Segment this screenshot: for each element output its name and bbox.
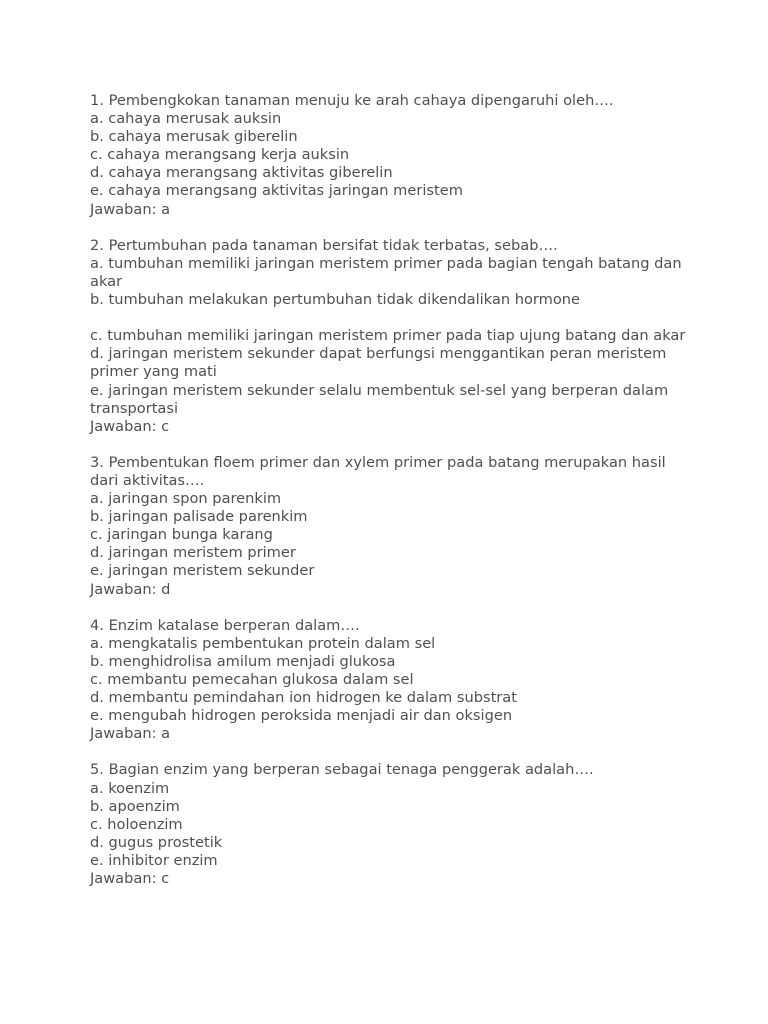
question-prompt: 3. Pembentukan floem primer dan xylem primer pada batang merupakan hasil dari aktivitas…. <box>90 453 666 489</box>
answer: Jawaban: d <box>90 580 171 598</box>
question-prompt: 5. Bagian enzim yang berperan sebagai tenaga penggerak adalah…. <box>90 761 594 779</box>
answer: Jawaban: a <box>90 725 171 743</box>
option-e: e. jaringan meristem sekunder <box>90 562 315 580</box>
document-page <box>90 92 690 906</box>
option-b: b. apoenzim <box>90 797 180 815</box>
option-e: e. jaringan meristem sekunder selalu membentuk sel-sel yang berperan dalam transportasi <box>90 381 669 417</box>
option-d: d. cahaya merangsang aktivitas giberelin <box>90 164 393 182</box>
option-b: b. cahaya merusak giberelin <box>90 128 298 146</box>
option-c: c. tumbuhan memiliki jaringan meristem primer pada tiap ujung batang dan akar <box>90 327 686 345</box>
option-c: c. holoenzim <box>90 815 183 833</box>
option-a: a. tumbuhan memiliki jaringan meristem primer pada bagian tengah batang dan akar <box>90 254 682 290</box>
option-c: c. cahaya merangsang kerja auksin <box>90 146 350 164</box>
option-d: d. membantu pemindahan ion hidrogen ke dalam substrat <box>90 689 517 707</box>
question-prompt: 1. Pembengkokan tanaman menuju ke arah cahaya dipengaruhi oleh…. <box>90 92 614 109</box>
option-d: d. jaringan meristem primer <box>90 544 296 562</box>
option-a: a. jaringan spon parenkim <box>90 490 282 508</box>
answer: Jawaban: c <box>90 417 170 435</box>
option-b: b. tumbuhan melakukan pertumbuhan tidak dikendalikan hormone <box>90 291 581 309</box>
option-c: c. jaringan bunga karang <box>90 526 273 544</box>
option-c: c. membantu pemecahan glukosa dalam sel <box>90 671 414 688</box>
option-a: a. cahaya merusak auksin <box>90 110 282 128</box>
option-e: e. cahaya merangsang aktivitas jaringan meristem <box>90 182 463 200</box>
answer: Jawaban: a <box>90 200 171 218</box>
option-d: d. jaringan meristem sekunder dapat berfungsi menggantikan peran meristem primer yang mati <box>90 345 667 381</box>
question-2 <box>90 237 690 436</box>
option-e: e. mengubah hidrogen peroksida menjadi air dan oksigen <box>90 707 513 725</box>
answer: Jawaban: c <box>90 870 170 888</box>
blank-line <box>90 309 690 327</box>
option-a: a. koenzim <box>90 779 170 797</box>
question-4 <box>90 617 690 744</box>
question-1 <box>90 92 690 219</box>
option-b: b. menghidrolisa amilum menjadi glukosa <box>90 652 396 670</box>
option-e: e. inhibitor enzim <box>90 851 218 869</box>
question-prompt: 2. Pertumbuhan pada tanaman bersifat tidak terbatas, sebab…. <box>90 236 558 254</box>
question-3 <box>90 454 690 599</box>
question-prompt: 4. Enzim katalase berperan dalam…. <box>90 616 360 634</box>
option-a: a. mengkatalis pembentukan protein dalam sel <box>90 634 436 652</box>
question-5 <box>90 761 690 888</box>
option-b: b. jaringan palisade parenkim <box>90 508 308 526</box>
option-d: d. gugus prostetik <box>90 833 223 851</box>
